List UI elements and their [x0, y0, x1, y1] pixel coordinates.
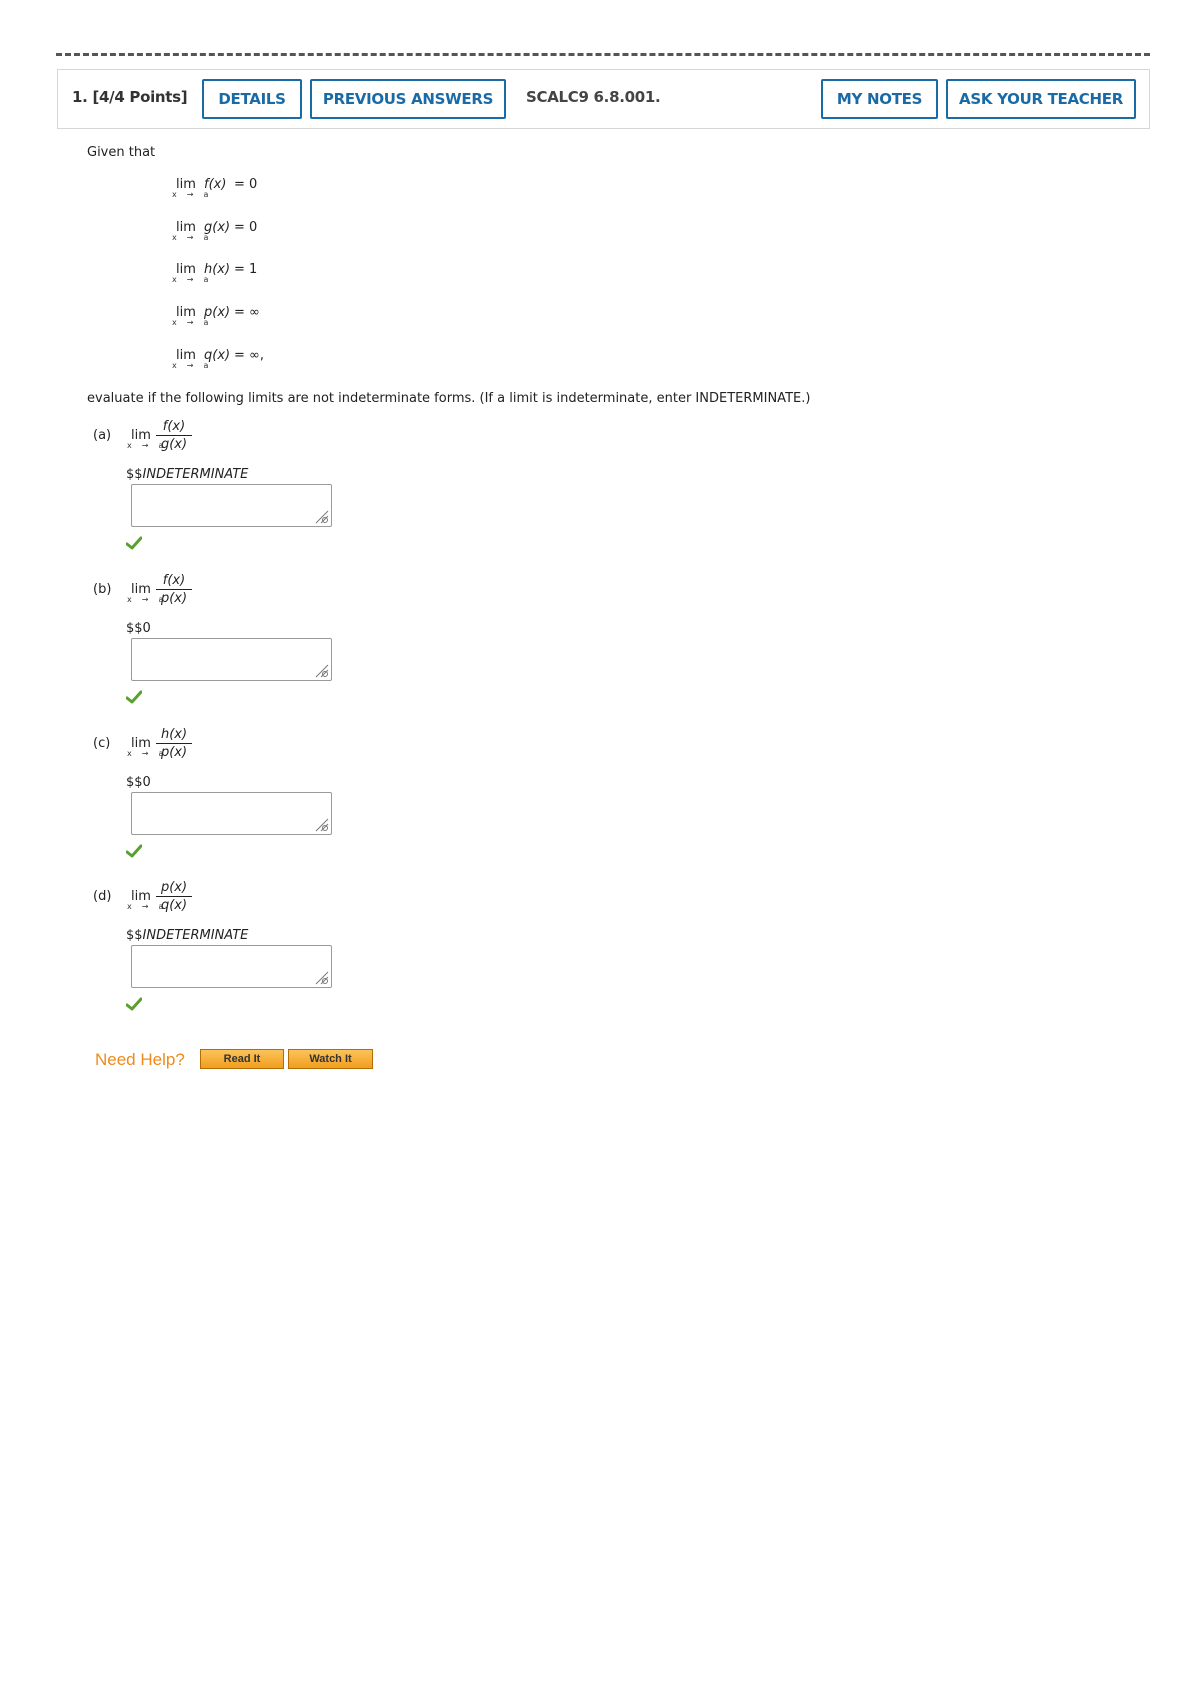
correct-check-icon — [126, 844, 142, 858]
need-help-label: Need Help? — [95, 1050, 185, 1069]
lim-word: lim — [131, 889, 151, 904]
answer-value: INDETERMINATE — [142, 467, 249, 482]
lim-word: lim — [131, 582, 151, 597]
numerator: h(x) — [160, 727, 188, 742]
lim-subscript: x→a — [172, 233, 219, 242]
numerator: f(x) — [162, 419, 186, 434]
answer-prefix: $$ — [126, 928, 143, 943]
lim-subscript: x→a — [127, 441, 174, 450]
limit-function: f(x) — [204, 177, 227, 192]
answer-prefix: $$ — [126, 467, 143, 482]
resize-handle-icon[interactable] — [313, 816, 329, 832]
limit-function: p(x) — [204, 305, 231, 320]
lim-word: lim — [176, 220, 196, 235]
lim-word: lim — [176, 305, 196, 320]
lim-word: lim — [176, 348, 196, 363]
lim-word: lim — [176, 262, 196, 277]
fraction — [156, 419, 192, 452]
denominator: p(x) — [160, 591, 188, 606]
numerator: p(x) — [160, 880, 188, 895]
read-it-button[interactable]: Read It — [200, 1049, 284, 1069]
my-notes-button[interactable]: MY NOTES — [821, 79, 938, 119]
limit-function: h(x) — [204, 262, 231, 277]
lim-subscript: x→a — [172, 318, 219, 327]
lim-subscript: x→a — [172, 275, 219, 284]
submitted-answer — [126, 775, 151, 790]
answer-value: 0 — [142, 775, 151, 790]
intro-text: Given that — [87, 145, 156, 160]
question-header — [57, 69, 1150, 129]
lim-subscript: x→a — [172, 190, 219, 199]
top-divider — [56, 53, 1150, 56]
part-label: (c) — [93, 736, 111, 751]
limit-value: = 0 — [234, 220, 258, 235]
answer-value: INDETERMINATE — [142, 928, 249, 943]
fraction-bar — [156, 743, 192, 744]
part-label: (d) — [93, 889, 112, 904]
ask-your-teacher-button[interactable]: ASK YOUR TEACHER — [946, 79, 1136, 119]
limit-value: = ∞ — [234, 305, 260, 320]
correct-check-icon — [126, 997, 142, 1011]
fraction-bar — [156, 896, 192, 897]
correct-check-icon — [126, 690, 142, 704]
lim-word: lim — [176, 177, 196, 192]
fraction — [156, 880, 192, 913]
answer-prefix: $$ — [126, 621, 143, 636]
answer-input[interactable] — [131, 945, 332, 988]
submitted-answer — [126, 621, 151, 636]
details-button[interactable]: DETAILS — [202, 79, 302, 119]
question-code: SCALC9 6.8.001. — [526, 88, 661, 106]
limit-value: = 1 — [234, 262, 258, 277]
fraction-bar — [156, 589, 192, 590]
lim-subscript: x→a — [127, 595, 174, 604]
numerator: f(x) — [162, 573, 186, 588]
limit-value: = ∞, — [234, 348, 264, 363]
lim-word: lim — [131, 428, 151, 443]
submitted-answer — [126, 928, 248, 943]
question-number: 1. [4/4 Points] — [72, 88, 188, 106]
denominator: q(x) — [160, 898, 188, 913]
resize-handle-icon[interactable] — [313, 969, 329, 985]
lim-subscript: x→a — [172, 361, 219, 370]
answer-value: 0 — [142, 621, 151, 636]
answer-input[interactable] — [131, 484, 332, 527]
watch-it-button[interactable]: Watch It — [288, 1049, 373, 1069]
lim-subscript: x→a — [127, 902, 174, 911]
denominator: g(x) — [160, 437, 188, 452]
part-label: (b) — [93, 582, 112, 597]
answer-prefix: $$ — [126, 775, 143, 790]
limit-function: g(x) — [204, 220, 231, 235]
answer-input[interactable] — [131, 638, 332, 681]
resize-handle-icon[interactable] — [313, 508, 329, 524]
fraction — [156, 727, 192, 760]
part-label: (a) — [93, 428, 112, 443]
resize-handle-icon[interactable] — [313, 662, 329, 678]
lim-word: lim — [131, 736, 151, 751]
instruction-text: evaluate if the following limits are not indeterminate forms. (If a limit is indeterminate, enter INDETERMINATE.) — [87, 391, 811, 406]
submitted-answer — [126, 467, 248, 482]
denominator: p(x) — [160, 745, 188, 760]
previous-answers-button[interactable]: PREVIOUS ANSWERS — [310, 79, 506, 119]
limit-function: q(x) — [204, 348, 231, 363]
fraction-bar — [156, 435, 192, 436]
lim-subscript: x→a — [127, 749, 174, 758]
answer-input[interactable] — [131, 792, 332, 835]
correct-check-icon — [126, 536, 142, 550]
fraction — [156, 573, 192, 606]
limit-value: = 0 — [234, 177, 258, 192]
